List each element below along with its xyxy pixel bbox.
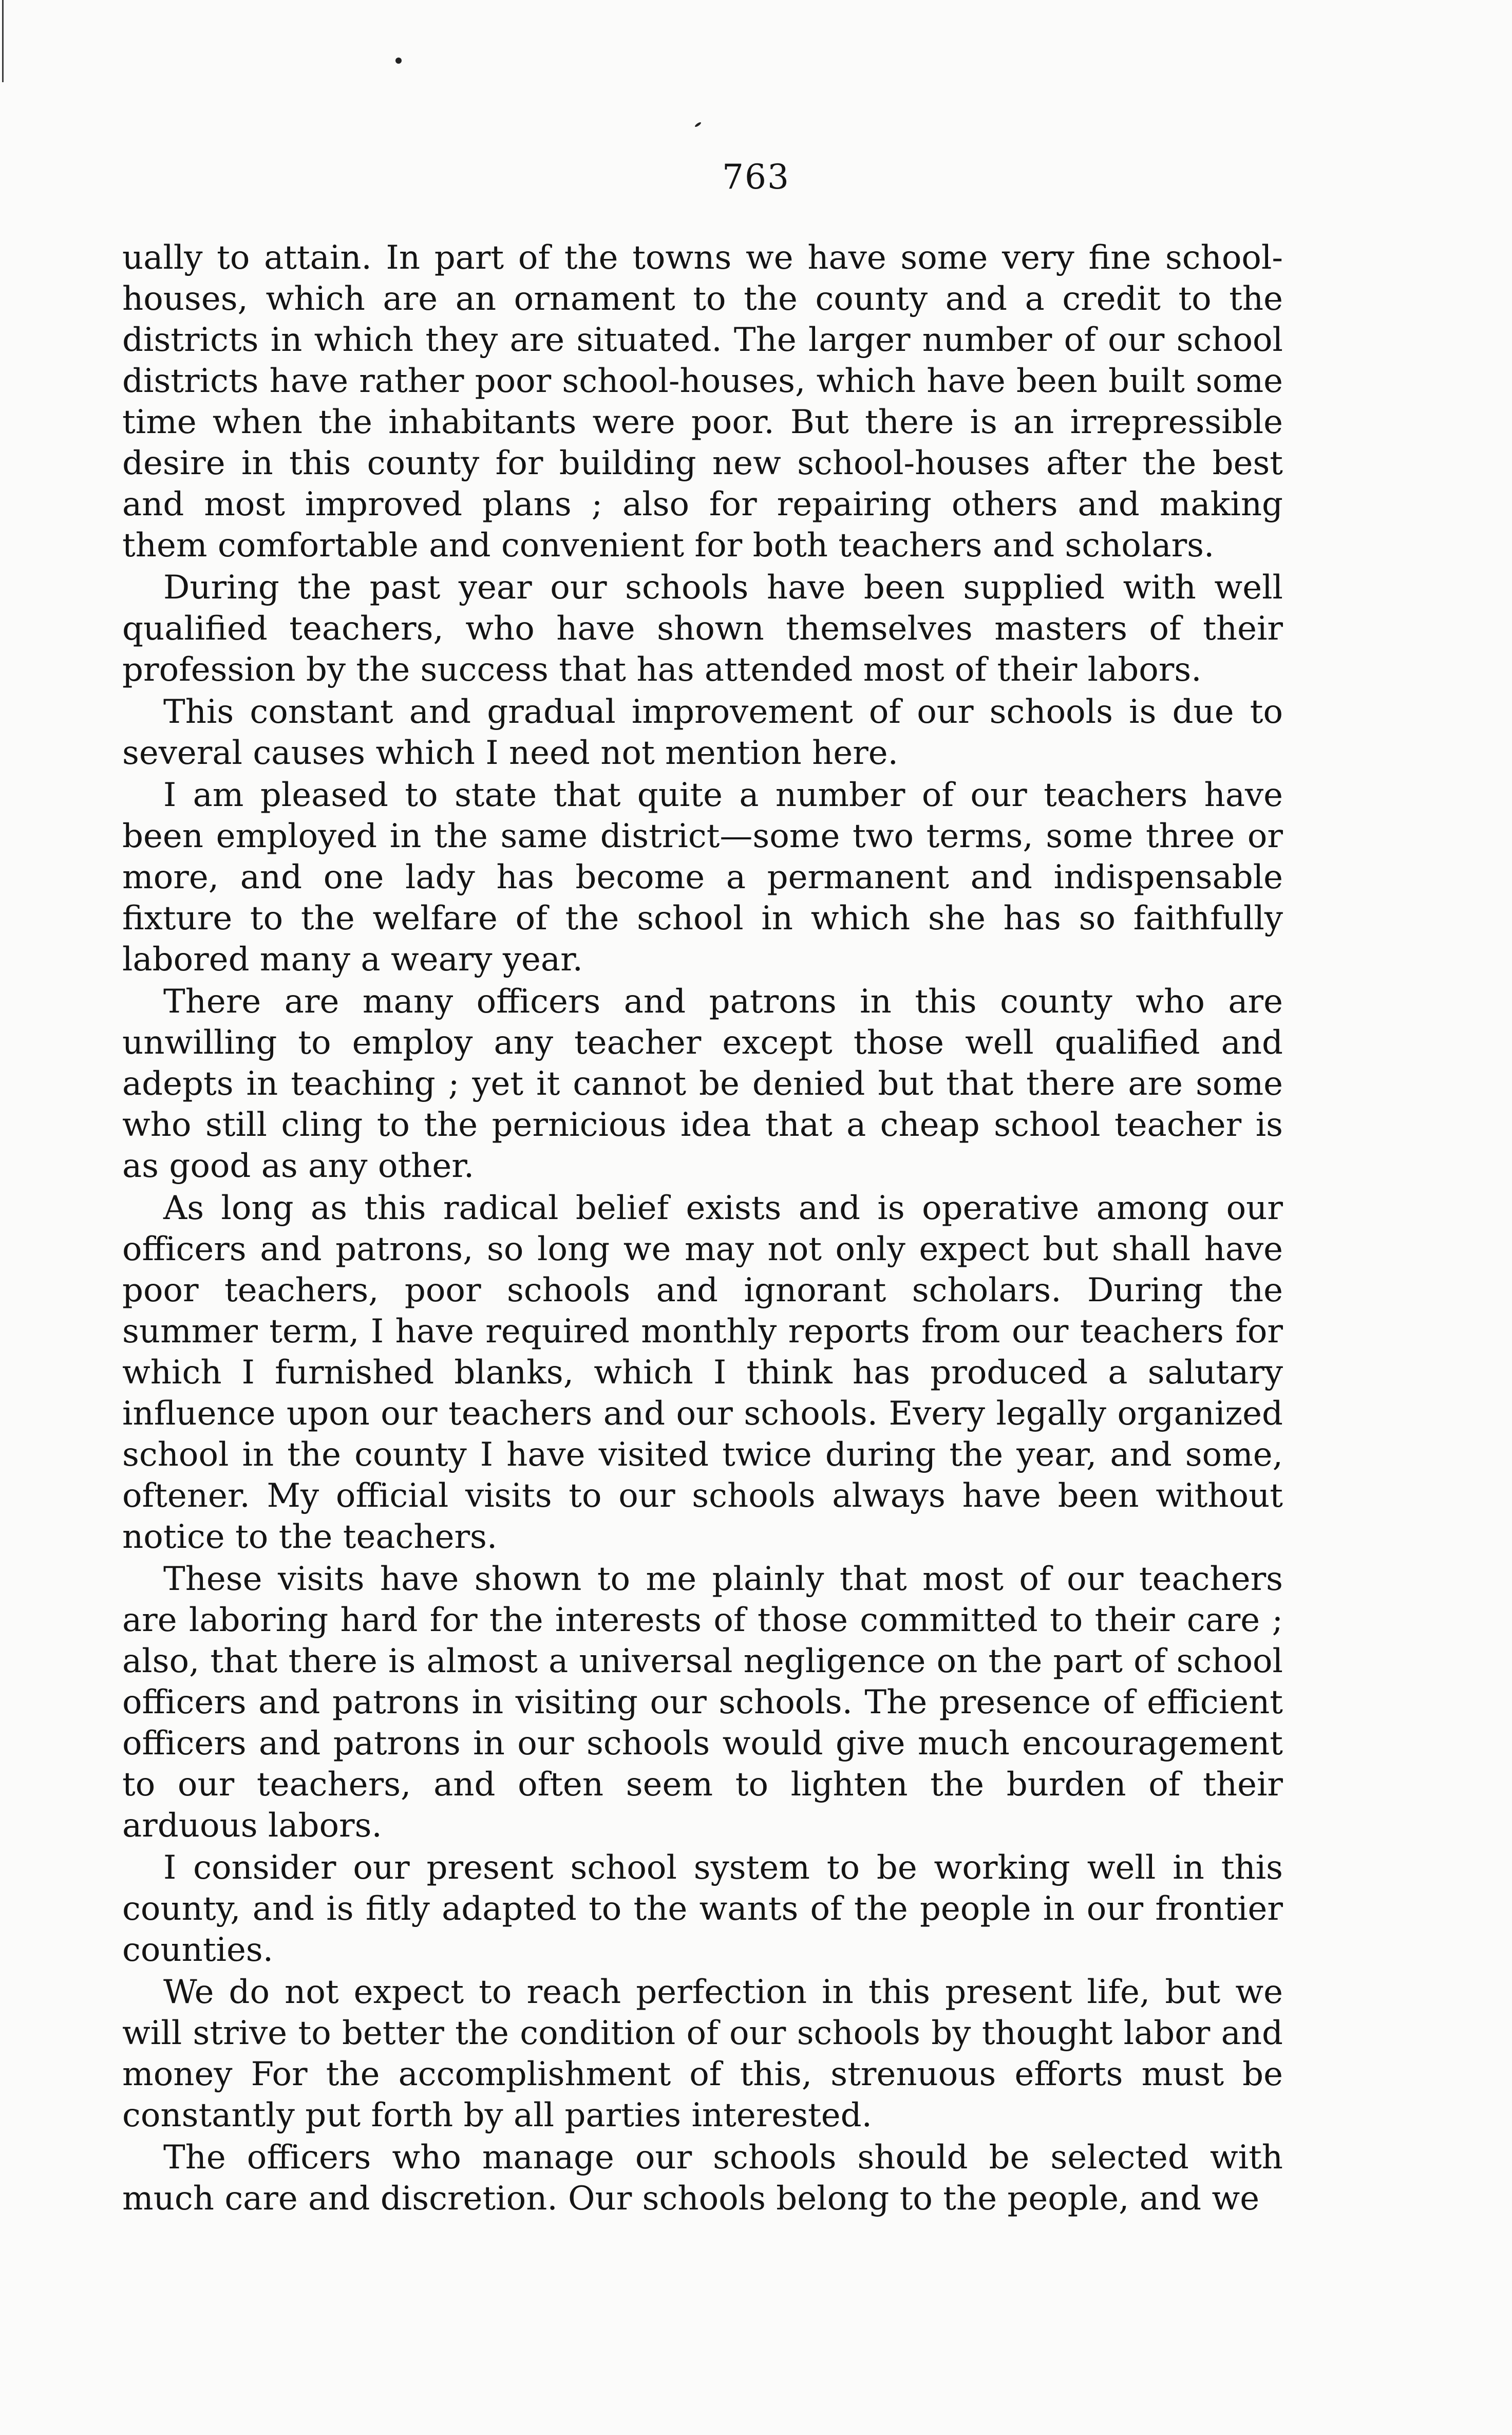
paragraph: I am pleased to state that quite a number of our teachers have been employed in the same district—some two terms, some three or more, and one lady has become a permanent and indispensable fixture to the welfare of the school in which she has so faithfully labored many a weary year. bbox=[122, 776, 1283, 979]
paragraph: The officers who manage our schools should be selected with much care and discretion. Our schools belong to the people, and we bbox=[122, 2139, 1283, 2218]
paragraph: As long as this radical belief exists and is operative among our officers and patrons, so long we may not only expect but shall have poor teachers, poor schools and ignorant scholars. During the summer term, I have required monthly reports from our teachers for which I furnished blanks, which I think has produced a salutary influence upon our teachers and our schools. Every legally organized school in the county I have visited twice during the year, and some, oftener. My official visits to our schools always have been without notice to the teachers. bbox=[122, 1189, 1283, 1556]
paragraph: During the past year our schools have been supplied with well qualified teachers, who have shown themselves masters of their profession by the success that has attended most of their labors. bbox=[122, 569, 1283, 689]
scan-edge-line bbox=[2, 0, 4, 82]
ink-speck bbox=[694, 121, 702, 127]
paragraph: I consider our present school system to be working well in this county, and is fitly adapted to the wants of the people in our frontier counties. bbox=[122, 1849, 1283, 1969]
paragraph: There are many officers and patrons in this county who are unwilling to employ any teacher except those well qualified and adepts in teaching ; yet it cannot be denied but that there are some who still cling to the pernicious idea that a cheap school teacher is as good as any other. bbox=[122, 983, 1283, 1185]
body-text bbox=[122, 237, 1283, 2220]
paragraph: This constant and gradual improvement of our schools is due to several causes which I need not mention here. bbox=[122, 693, 1283, 772]
paragraph: ually to attain. In part of the towns we have some very fine school-houses, which are an ornament to the county and a credit to the districts in which they are situated. The larger number of our school districts have rather poor school-houses, which have been built some time when the inhabitants were poor. But there is an irrepressible desire in this county for building new school-houses after the best and most improved plans ; also for repairing others and making them comfortable and convenient for both teachers and scholars. bbox=[122, 239, 1283, 565]
page-number: 763 bbox=[722, 157, 790, 197]
paragraph: These visits have shown to me plainly that most of our teachers are laboring hard for the interests of those committed to their care ; also, that there is almost a universal negligence on the part of school officers and patrons in visiting our schools. The presence of efficient officers and patrons in our schools would give much encouragement to our teachers, and often seem to lighten the burden of their arduous labors. bbox=[122, 1560, 1283, 1845]
ink-speck bbox=[395, 58, 402, 64]
paragraph: We do not expect to reach perfection in this present life, but we will strive to better the condition of our schools by thought labor and money For the accomplishment of this, strenuous efforts must be constantly put forth by all parties interested. bbox=[122, 1973, 1283, 2134]
